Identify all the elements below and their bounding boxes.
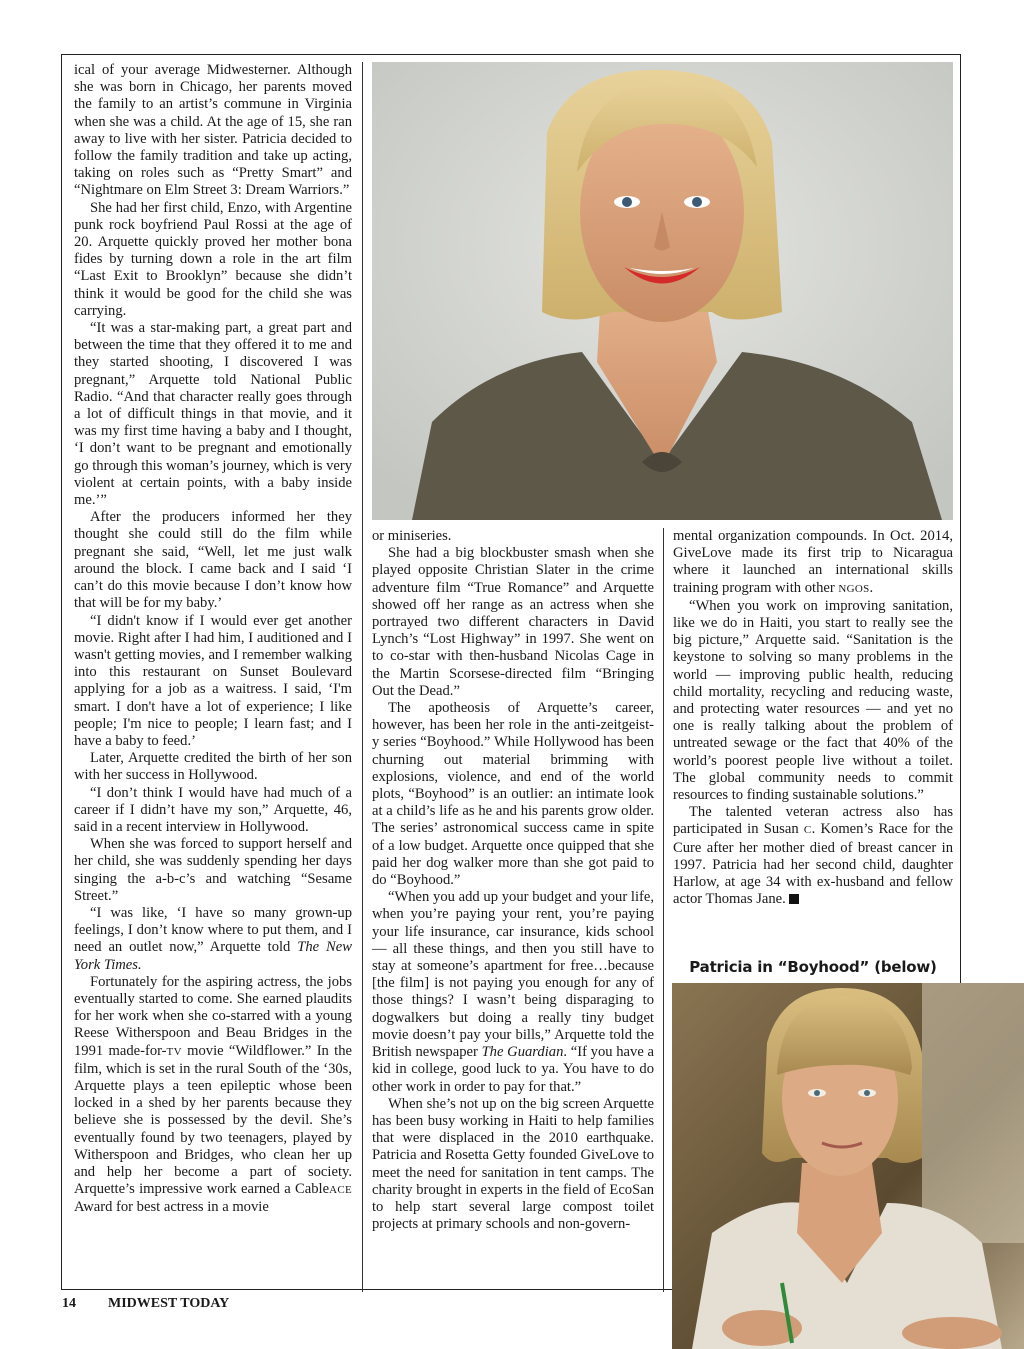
paragraph — [673, 804, 953, 908]
page-number: 14 — [62, 1296, 76, 1311]
paragraph: She had a big blockbuster smash when she played opposite Christian Slater in the crime adventure film “True Romance” and Arquette showed off her range as an actress when she portrayed two different characters in David Lynch’s “Lost Highway” in 1997. She went on to co-star with then-husband Nicolas Cage in the Martin Scorsese-directed film “Bringing Out the Dead.” — [372, 545, 654, 699]
column-rule — [362, 62, 363, 1292]
paragraph: “I didn't know if I would ever get another movie. Right after I had him, I auditioned and I wasn't getting movies, and I remember walking into this restaurant on Sunset Boulevard applying for a job as a waitress. I said, ‘I'm smart. I don't have a lot of experience; I like people; I'm nice to people; I learn fast; and I have a baby to feed.’ — [74, 612, 352, 749]
magazine-name: MIDWEST TODAY — [108, 1296, 230, 1311]
paragraph-text: Fortunately for the aspiring actress, the jobs eventually started to come. She earned plaudits for her work when she co-starred with a young Reese Witherspoon and Beau Bridges in the 1991 made-for- — [74, 973, 352, 1059]
paragraph: “I don’t think I would have had much of a career if I didn’t have my son,” Arquette, 46, said in a recent interview in Hollywood. — [74, 784, 352, 835]
portrait-photo — [372, 62, 953, 520]
paragraph: “It was a star-making part, a great part and between the time that they offered it to me and they started shooting, I discovered I was pregnant,” Arquette told National Public Radio. “And that character really goes through a lot of difficult things in that movie, and it was my first time having a baby and I thought, ‘I don’t want to be pregnant and emotionally go through this woman’s journey, which is very violent at certain points, with a baby inside me.’” — [74, 320, 352, 509]
column-rule — [663, 528, 664, 1292]
photo-caption: Patricia in “Boyhood” (below) — [689, 958, 937, 976]
paragraph-text: Award for best actress in a movie — [74, 1199, 269, 1216]
boyhood-still-photo — [672, 983, 1024, 1349]
publication-title: The New York Times. — [74, 939, 353, 973]
paragraph: or miniseries. — [372, 528, 452, 544]
paragraph: The apotheosis of Arquette’s career, however, has been her role in the anti-zeitgeist-y series “Boyhood.” While Hollywood has been churning out material brimming with explosions, violence, and end of the world plots, “Boyhood” is an outlier: an intimate look at a child’s life as he and his parents grow older. The series’ astronomical success came in spite of a low budget. Arquette once quipped that she paid her dog walker more than she got paid to do “Boyhood.” — [372, 700, 654, 889]
paragraph-text: “When you add up your budget and your life, when you’re paying your rent, you’re paying your life insurance, car insurance, kids school — all these things, and then you still have to stay at someone’s apartment for free…because [the film] is not paying you enough for any of those things? I wasn’t being disparaging to dogwalkers but doing a really tiny budget movie doesn’t pay your bills,” Arquette told the British newspaper — [372, 889, 654, 1061]
small-caps-text: TV — [166, 1045, 182, 1058]
paragraph: Later, Arquette credited the birth of her son with her success in Hollywood. — [74, 750, 352, 784]
paragraph-text: The talented veteran actress also has participated in Susan — [673, 804, 953, 838]
article-column-2 — [372, 528, 654, 1233]
paragraph-text: . — [869, 579, 874, 596]
small-caps-text: ACE — [329, 1184, 352, 1197]
page-footer — [62, 1296, 229, 1312]
paragraph-text: “I was like, ‘I have so many grown-up feelings, I don’t know where to put them, and I need an outlet now,” Arquette told — [74, 904, 352, 956]
paragraph: When she’s not up on the big screen Arquette has been busy working in Haiti to help families that were displaced in the 2010 earthquake. Patricia and Rosetta Getty founded GiveLove to meet the need for sanitation in tent camps. The charity brought in experts in the field of EcoSan to help start several large compost toilet projects at primary schools and non-govern- — [372, 1095, 654, 1233]
paragraph-text: mental organization compounds. In Oct. 2014, GiveLove made its first trip to Nicaragua where it launched an international skills training program with other — [673, 528, 953, 596]
paragraph — [74, 974, 352, 1217]
paragraph-text: . “If you have a kid in college, good luck to ya. You have to do other work in order to pay for that.” — [372, 1044, 654, 1095]
paragraph — [372, 889, 654, 1095]
article-column-1 — [74, 62, 352, 1217]
article-column-3 — [673, 528, 953, 908]
paragraph: She had her first child, Enzo, with Argentine punk rock boyfriend Paul Rossi at the age of 20. Arquette quickly proved her mother bona fides by turning down a role in the art film “Last Exit to Brooklyn” because she didn’t think it would be good for the child she was carrying. — [74, 199, 352, 319]
small-caps-text: C — [803, 824, 812, 837]
paragraph: When she was forced to support herself and her child, she was suddenly spending her days singing the a-b-c’s and watching “Sesame Street.” — [74, 836, 352, 904]
paragraph-text: . Komen’s Race for the Cure after her mother died of breast cancer in 1997. Patricia had her second child, daughter Harlow, at age 34 with ex-husband and fellow actor Thomas Jane. — [673, 821, 954, 908]
paragraph — [673, 528, 953, 598]
paragraph: After the producers informed her they thought she could still do the film while pregnant she said, “Well, let me just walk around the block. I came back and I said ‘I can’t do this movie because I don’t know how that will be for my baby.’ — [74, 509, 352, 612]
publication-title: The Guardian — [481, 1044, 564, 1061]
small-caps-text: NGOS — [838, 582, 870, 595]
end-mark-icon — [789, 894, 799, 904]
paragraph: ical of your average Midwesterner. Although she was born in Chicago, her parents moved the family to an artist’s commune in Virginia when she was a child. At the age of 15, she ran away to live with her sister. Patricia decided to follow the family tradition and take up acting, taking on roles such as “Pretty Smart” and “Nightmare on Elm Street 3: Dream Warriors.” — [74, 62, 352, 199]
paragraph-text: movie “Wildflower.” In the film, which is set in the rural South of the ‘30s, Arquette plays a teen epileptic whose been locked in a shed by her parents because they believe she is possessed by the devil. She’s eventually found by two teenagers, played by Witherspoon and Bridges, who clean her up and help her become a part of society. Arquette’s impressive work earned a Cable — [74, 1042, 352, 1198]
paragraph — [74, 905, 352, 974]
paragraph: “When you work on improving sanitation, like we do in Haiti, you start to really see the big picture,” Arquette said. “Sanitation is the keystone to solving so many problems in the world — improving public health, reducing child mortality, recycling and reducing waste, and protecting water resources — and yet no one is really talking about the problem of untreated sewage or the fact that 40% of the world’s poorest people live without a toilet. The global community needs to commit resources to finding sustainable solutions.” — [673, 597, 953, 804]
